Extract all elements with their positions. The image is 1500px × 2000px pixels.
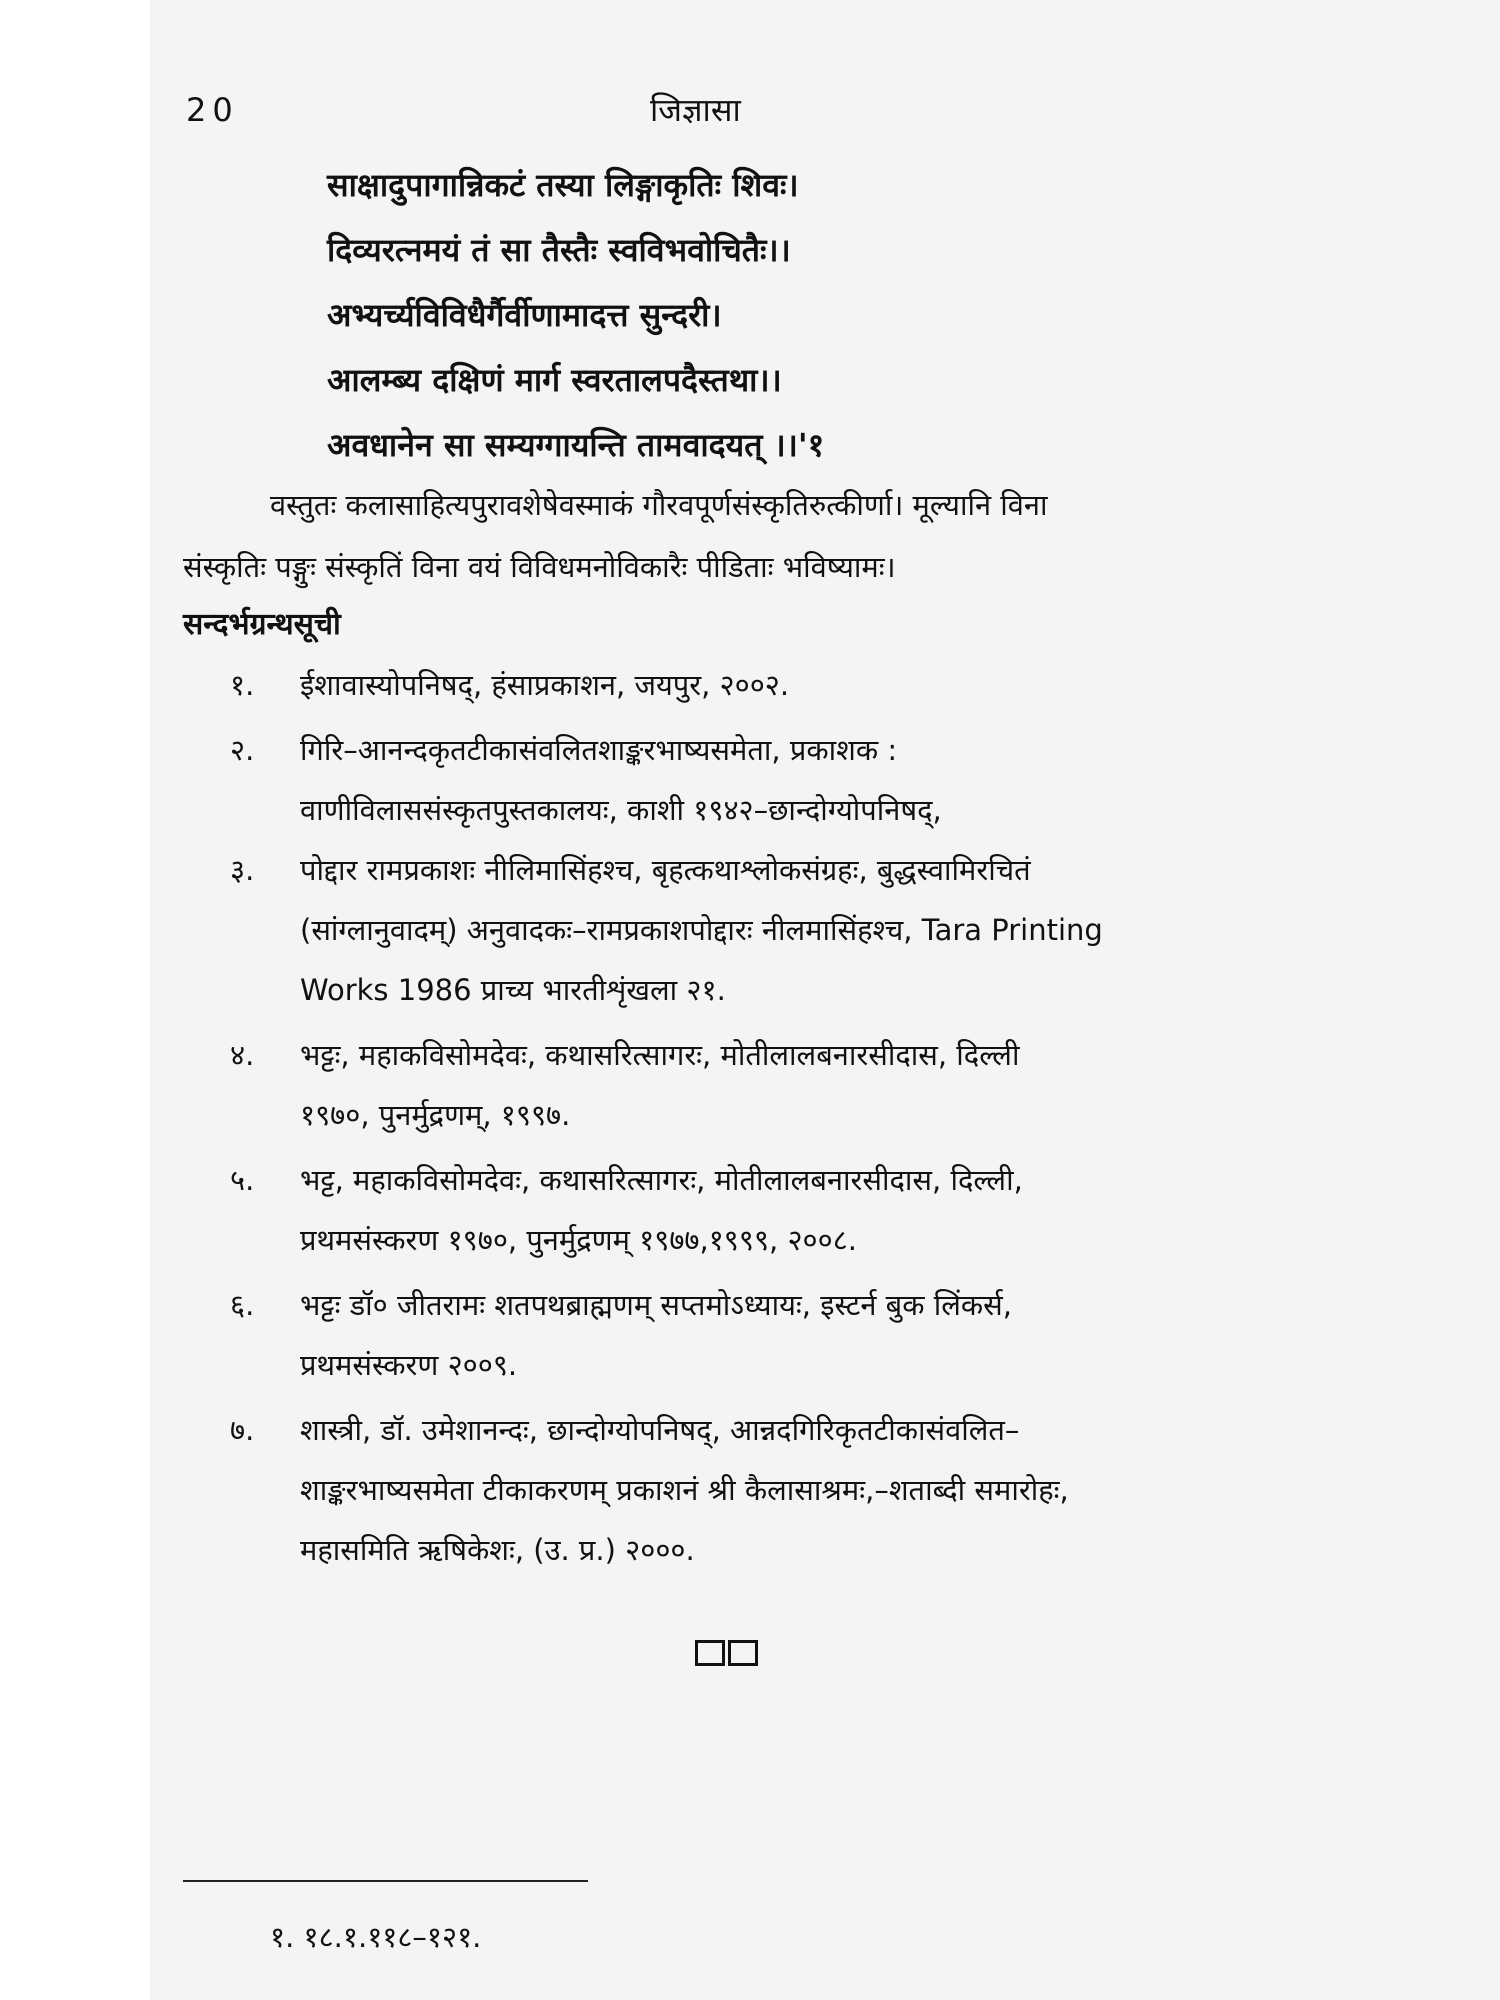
reference-line: (सांग्लानुवादम्) अनुवादकः–रामप्रकाशपोद्दारः नीलमासिंहश्च, Tara Printing (300, 913, 1103, 947)
reference-line: वाणीविलाससंस्कृतपुस्तकालयः, काशी १९४२–छान्दोग्योपनिषद्, (300, 793, 942, 827)
verse-line: आलम्ब्य दक्षिणं मार्ग स्वरतालपदैस्तथा।। (327, 361, 782, 399)
reference-number: ३. (230, 853, 255, 887)
verse-line: दिव्यरत्नमयं तं सा तैस्तैः स्वविभवोचितैः।। (327, 231, 791, 269)
reference-number: १. (230, 668, 255, 702)
footnote-divider (183, 1880, 588, 1882)
reference-line: प्रथमसंस्करण १९७०, पुनर्मुद्रणम् १९७७,१९९९, २००८. (300, 1223, 858, 1257)
paragraph-line: संस्कृतिः पङ्गुः संस्कृतिं विना वयं विविधमनोविकारैः पीडिताः भविष्यामः। (183, 550, 896, 584)
page-number: 20 (186, 91, 239, 129)
reference-line: भट्टः डॉ० जीतरामः शतपथब्राह्मणम् सप्तमोऽध्यायः, इस्टर्न बुक लिंकर्स, (300, 1288, 1012, 1322)
reference-line: १९७०, पुनर्मुद्रणम्, १९९७. (300, 1098, 571, 1132)
end-mark-square-icon (728, 1640, 758, 1666)
reference-line: शास्त्री, डॉ. उमेशानन्दः, छान्दोग्योपनिषद्, आन्नदगिरिकृतटीकासंवलित– (300, 1413, 1020, 1447)
reference-line: प्रथमसंस्करण २००९. (300, 1348, 518, 1382)
verse-line: अभ्यर्च्यविविधैर्गैर्वीणामादत्त सुन्दरी। (327, 296, 722, 334)
bibliography-heading: सन्दर्भग्रन्थसूची (183, 607, 341, 642)
reference-line: ईशावास्योपनिषद्, हंसाप्रकाशन, जयपुर, २००२. (300, 668, 790, 702)
reference-line: गिरि–आनन्दकृतटीकासंवलितशाङ्करभाष्यसमेता, प्रकाशक : (300, 733, 898, 767)
reference-line: भट्टः, महाकविसोमदेवः, कथासरित्सागरः, मोतीलालबनारसीदास, दिल्ली (300, 1038, 1020, 1072)
reference-number: ५. (230, 1163, 255, 1197)
reference-line: Works 1986 प्राच्य भारतीशृंखला २१. (300, 973, 726, 1007)
footnote: १. १८.१.११८–१२१. (270, 1920, 482, 1954)
verse-line: अवधानेन सा सम्यग्गायन्ति तामवादयत् ।।'१ (327, 426, 825, 464)
running-title: जिज्ञासा (650, 91, 741, 129)
reference-number: ४. (230, 1038, 255, 1072)
reference-line: पोद्दार रामप्रकाशः नीलिमासिंहश्च, बृहत्कथाश्लोकसंग्रहः, बुद्धस्वामिरचितं (300, 853, 1031, 887)
verse-line: साक्षादुपागान्निकटं तस्या लिङ्गाकृतिः शिवः। (327, 166, 799, 204)
paragraph-line: वस्तुतः कलासाहित्यपुरावशेषेवस्माकं गौरवपूर्णसंस्कृतिरुत्कीर्णा। मूल्यानि विना (270, 488, 1048, 522)
reference-line: शाङ्करभाष्यसमेता टीकाकरणम् प्रकाशनं श्री कैलासाश्रमः,–शताब्दी समारोहः, (300, 1473, 1069, 1507)
reference-number: ६. (230, 1288, 255, 1322)
reference-number: ७. (230, 1413, 255, 1447)
end-mark-square-icon (695, 1640, 725, 1666)
reference-line: भट्ट, महाकविसोमदेवः, कथासरित्सागरः, मोतीलालबनारसीदास, दिल्ली, (300, 1163, 1023, 1197)
reference-line: महासमिति ऋषिकेशः, (उ. प्र.) २०००. (300, 1533, 695, 1567)
reference-number: २. (230, 733, 255, 767)
